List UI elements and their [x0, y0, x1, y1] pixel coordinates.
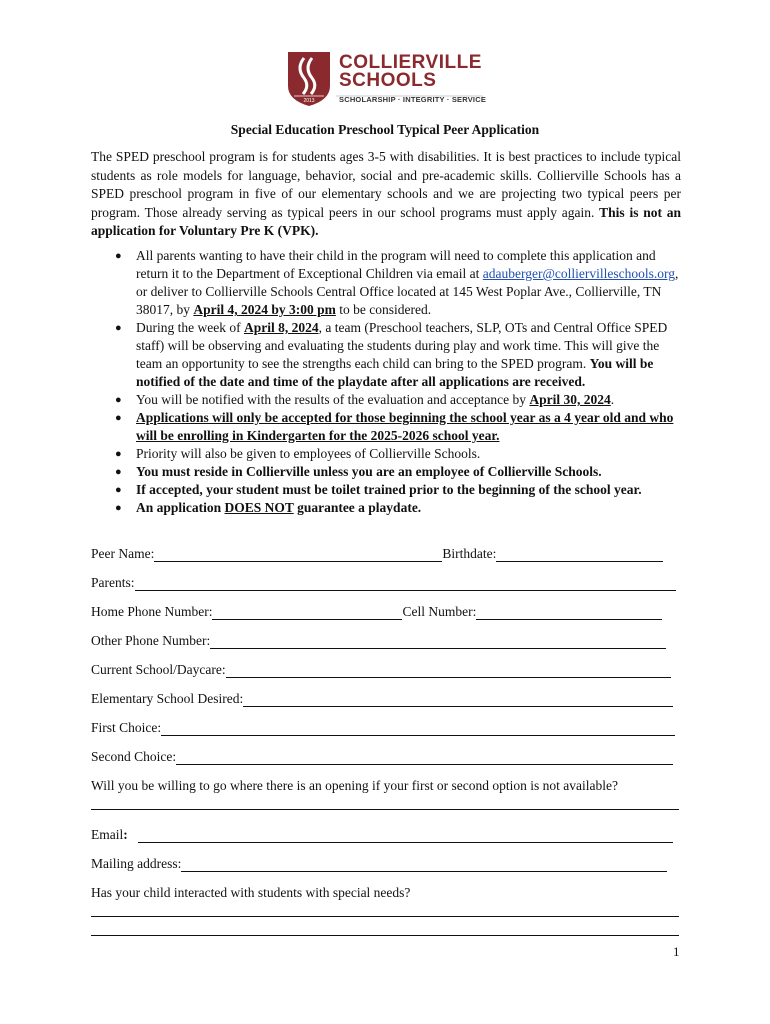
first-choice-label: First Choice: [91, 720, 162, 735]
mailing-address-field[interactable] [181, 857, 667, 872]
email-field[interactable] [138, 828, 673, 843]
peer-name-row [91, 544, 663, 562]
bullet-text: All parents wanting to have their child in the program will need to complete this application and return it to the Department of Exceptional Children via email at [136, 248, 656, 281]
home-phone-label: Home Phone Number: [91, 604, 213, 619]
peer-name-label: Peer Name: [91, 546, 155, 561]
first-choice-row [91, 718, 675, 736]
list-item [91, 463, 683, 481]
current-school-row [91, 660, 671, 678]
intro-paragraph [91, 148, 681, 241]
special-needs-answer-line-1[interactable] [91, 916, 679, 917]
page-title: Special Education Preschool Typical Peer Application [230, 122, 540, 137]
cell-number-field[interactable] [476, 605, 662, 620]
bullet-text: , a team (Preschool teachers, SLP, OTs and Central Office SPED staff) will be observing and evaluating the students during play and work time. This will give the team an opportunity to see the strengths each child can bring to the SPED program. [136, 320, 668, 371]
evaluation-week-date: April 8, 2024 [243, 320, 319, 335]
logo-wordmark [339, 54, 482, 90]
deadline-text: April 4, 2024 by 3:00 pm [193, 302, 336, 317]
mailing-address-label: Mailing address: [91, 856, 182, 871]
bullet-text: to be considered. [335, 302, 432, 317]
bullet-icon: ● [115, 412, 122, 424]
bullet-icon: ● [115, 448, 122, 460]
current-school-field[interactable] [226, 663, 671, 678]
bullet-text: Priority will also be given to employees of Collierville Schools. [136, 446, 481, 461]
bullet-icon: ● [115, 394, 122, 406]
special-needs-question-label: Has your child interacted with students with special needs? [91, 885, 411, 900]
instructions-list [91, 247, 683, 517]
list-item [91, 319, 683, 391]
bullet-icon: ● [115, 484, 122, 496]
parents-field[interactable] [135, 576, 676, 591]
email-colon: : [123, 827, 128, 842]
bullet-text: You will be notified with the results of the evaluation and acceptance by [136, 392, 530, 407]
special-needs-question-row [91, 883, 410, 901]
birthdate-field[interactable] [496, 547, 663, 562]
birthdate-label: Birthdate: [442, 546, 497, 561]
other-phone-row [91, 631, 666, 649]
mailing-address-row [91, 854, 667, 872]
bullet-text: If accepted, your student must be toilet trained prior to the beginning of the school year. [136, 482, 642, 497]
bullet-text: , or deliver to Collierville Schools Central Office located at 145 West Poplar Ave., Collierville, TN 38017, by [136, 266, 679, 317]
phone-row [91, 602, 662, 620]
elementary-desired-label: Elementary School Desired: [91, 691, 244, 706]
notification-note: You will be notified of the date and time of the playdate after all applications are received. [136, 356, 654, 389]
other-phone-label: Other Phone Number: [91, 633, 211, 648]
logo-tagline: SCHOLARSHIP · INTEGRITY · SERVICE [339, 95, 487, 104]
bullet-icon: ● [115, 322, 122, 334]
other-phone-field[interactable] [210, 634, 666, 649]
list-item [91, 445, 683, 463]
bullet-icon: ● [115, 250, 122, 262]
email-row [91, 825, 673, 843]
results-date: April 30, 2024 [529, 392, 611, 407]
current-school-label: Current School/Daycare: [91, 662, 226, 677]
logo-name-line1: COLLIERVILLE [339, 52, 482, 73]
elementary-desired-row [91, 689, 673, 707]
list-item [91, 499, 683, 517]
logo-name-line2: SCHOOLS [339, 70, 437, 91]
home-phone-field[interactable] [212, 605, 402, 620]
cell-number-label: Cell Number: [402, 604, 477, 619]
bullet-text: guarantee a playdate. [293, 500, 422, 515]
email-label: Email [91, 827, 124, 842]
parents-row [91, 573, 676, 591]
bullet-text: . [610, 392, 615, 407]
willing-question-label: Will you be willing to go where there is an opening if your first or second option is not available? [91, 778, 618, 793]
parents-label: Parents: [91, 575, 135, 590]
willing-question-row [91, 776, 618, 794]
special-needs-answer-line-2[interactable] [91, 935, 679, 936]
peer-name-field[interactable] [154, 547, 442, 562]
second-choice-label: Second Choice: [91, 749, 177, 764]
bullet-text: During the week of [136, 320, 244, 335]
first-choice-field[interactable] [161, 721, 675, 736]
bullet-text: You must reside in Collierville unless you are an employee of Collierville Schools. [136, 464, 602, 479]
bullet-icon: ● [115, 466, 122, 478]
elementary-desired-field[interactable] [243, 692, 673, 707]
intro-bold-note: This is not an application for Voluntary Pre K (VPK). [91, 204, 681, 238]
bullet-icon: ● [115, 502, 122, 514]
bullet-text: DOES NOT [224, 500, 294, 515]
intro-text: The SPED preschool program is for students ages 3-5 with disabilities. It is best practices to include typical students as role models for language, behavior, social and pre-academic skills. Collierville Schools has a SPED preschool program in five of our elementary schools and we are projecting two typical peers per program. Those already serving as typical peers in our school programs must apply again. [91, 149, 681, 220]
list-item [91, 481, 683, 499]
email-link[interactable]: adauberger@colliervilleschools.org [482, 266, 676, 281]
logo-year: 2013 [303, 98, 315, 104]
list-item [91, 409, 683, 445]
second-choice-row [91, 747, 673, 765]
list-item [91, 391, 683, 409]
list-item [91, 247, 683, 319]
second-choice-field[interactable] [176, 750, 673, 765]
willing-answer-line[interactable] [91, 809, 679, 810]
bullet-text: Applications will only be accepted for those beginning the school year as a 4 year old and who will be enrolling in Kindergarten for the 2025-2026 school year. [136, 410, 674, 443]
bullet-text: An application [136, 500, 225, 515]
page-number: 1 [673, 944, 680, 959]
